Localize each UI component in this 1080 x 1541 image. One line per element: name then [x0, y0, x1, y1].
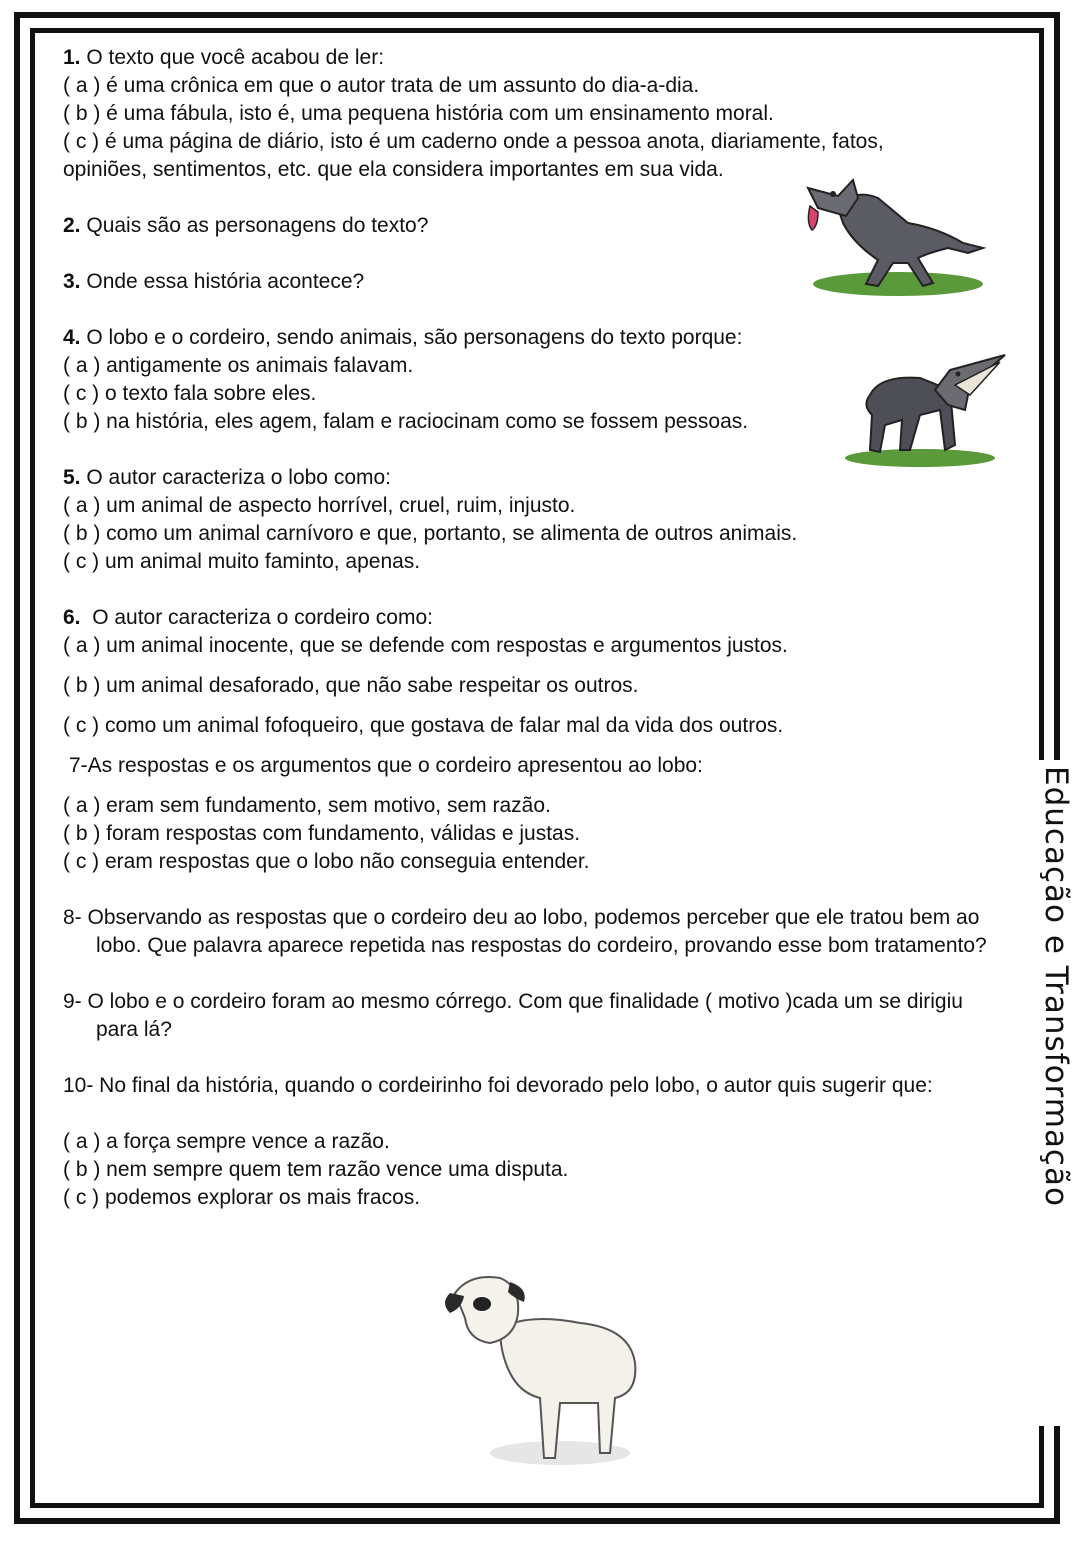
question-text: O texto que você acabou de ler:	[86, 46, 385, 69]
question-text: O autor caracteriza o cordeiro como:	[92, 606, 433, 629]
option: ( c ) um animal muito faminto, apenas.	[63, 550, 421, 573]
option: ( a ) um animal de aspecto horrível, cruel, ruim, injusto.	[63, 494, 576, 517]
option: ( b ) na história, eles agem, falam e raciocinam como se fossem pessoas.	[63, 410, 749, 433]
question-text: O lobo e o cordeiro, sendo animais, são personagens do texto porque:	[86, 326, 743, 349]
option: ( c ) como um animal fofoqueiro, que gostava de falar mal da vida dos outros.	[63, 714, 784, 737]
question-number: 1.	[63, 46, 81, 69]
question-number: 4.	[63, 326, 81, 349]
option: ( a ) a força sempre vence a razão.	[63, 1130, 390, 1153]
question-1	[63, 44, 993, 72]
question-6	[63, 604, 993, 632]
question-text: O autor caracteriza o lobo como:	[86, 466, 392, 489]
question-number: 3.	[63, 270, 81, 293]
question-8: 8- Observando as respostas que o cordeiro deu ao lobo, podemos perceber que ele tratou bem ao lobo. Que palavra aparece repetida nas respostas do cordeiro, provando esse bom tratamento?	[63, 906, 987, 957]
question-number: 5.	[63, 466, 81, 489]
lamb-image	[440, 1268, 650, 1478]
option: ( a ) um animal inocente, que se defende com respostas e argumentos justos.	[63, 634, 788, 657]
question-7: 7-As respostas e os argumentos que o cordeiro apresentou ao lobo:	[69, 754, 703, 777]
option: ( a ) eram sem fundamento, sem motivo, sem razão.	[63, 794, 551, 817]
option: ( c ) é uma página de diário, isto é um caderno onde a pessoa anota, diariamente, fatos, opiniões, sentimentos, etc. que ela considera importantes em sua vida.	[63, 130, 884, 181]
question-number: 2.	[63, 214, 81, 237]
option: ( b ) é uma fábula, isto é, uma pequena história com um ensinamento moral.	[63, 102, 774, 125]
question-text: Quais são as personagens do texto?	[86, 214, 429, 237]
side-label: Educação e Transformação	[1038, 760, 1074, 1426]
question-4	[63, 324, 993, 352]
wolf-running-image	[798, 168, 988, 300]
question-text: Onde essa história acontece?	[86, 270, 365, 293]
option: ( b ) nem sempre quem tem razão vence uma disputa.	[63, 1158, 569, 1181]
question-number: 6.	[63, 606, 81, 629]
option: ( c ) podemos explorar os mais fracos.	[63, 1186, 421, 1209]
question-9: 9- O lobo e o cordeiro foram ao mesmo córrego. Com que finalidade ( motivo )cada um se dirigiu para lá?	[63, 990, 963, 1041]
option: ( a ) é uma crônica em que o autor trata de um assunto do dia-a-dia.	[63, 74, 700, 97]
option: ( b ) como um animal carnívoro e que, portanto, se alimenta de outros animais.	[63, 522, 798, 545]
option: ( c ) eram respostas que o lobo não conseguia entender.	[63, 850, 590, 873]
option: ( a ) antigamente os animais falavam.	[63, 354, 414, 377]
option: ( c ) o texto fala sobre eles.	[63, 382, 317, 405]
option: ( b ) um animal desaforado, que não sabe respeitar os outros.	[63, 674, 639, 697]
wolf-howling-image	[840, 350, 1010, 470]
option: ( b ) foram respostas com fundamento, válidas e justas.	[63, 822, 581, 845]
question-10: 10- No final da história, quando o cordeirinho foi devorado pelo lobo, o autor quis sugerir que:	[63, 1074, 933, 1097]
